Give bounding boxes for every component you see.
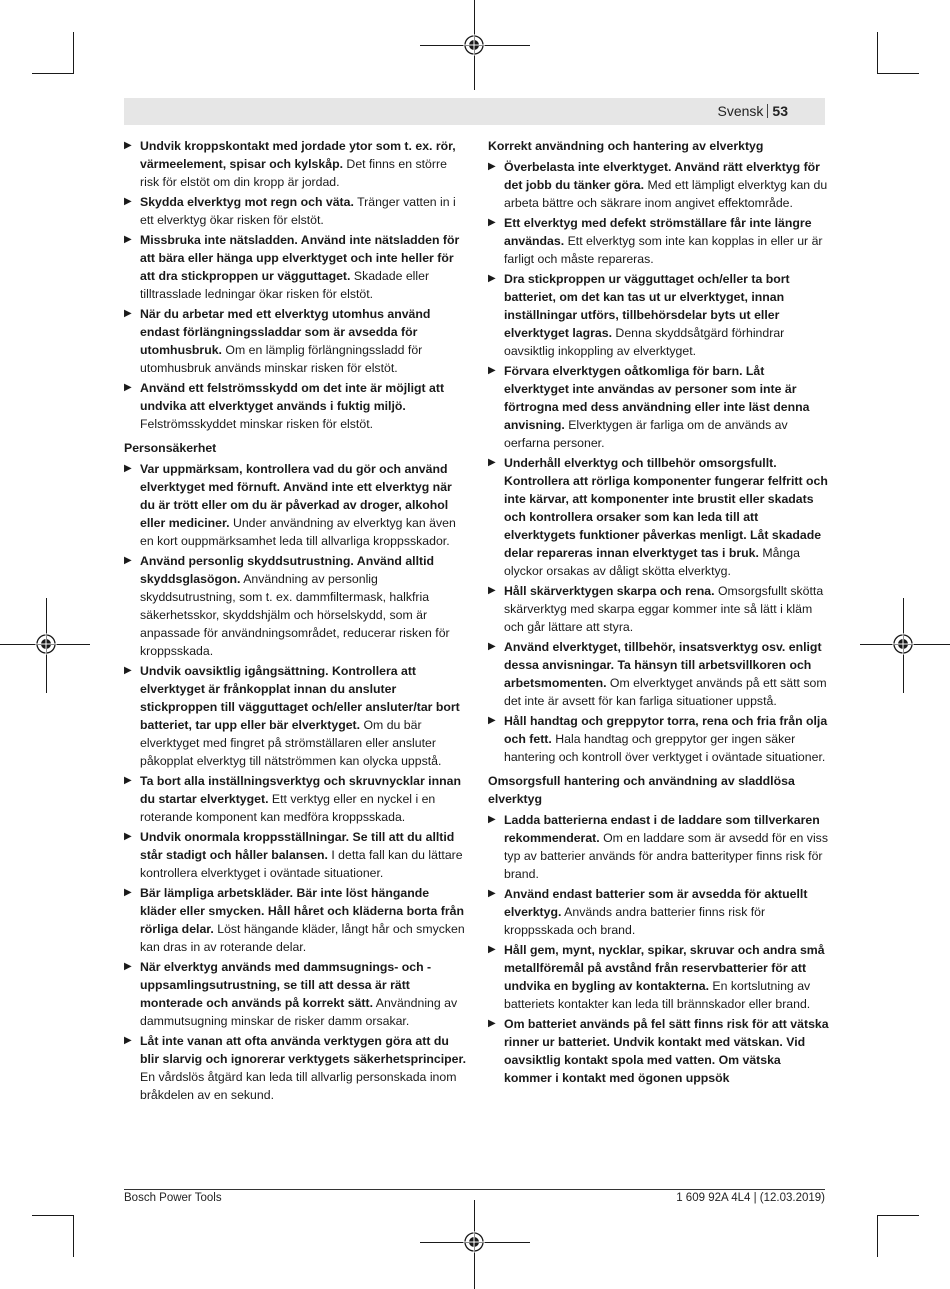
bullet-triangle-icon: ▶ bbox=[488, 457, 496, 468]
section-heading-battery-tools: Omsorgsfull hantering och användning av sladdlösa elverktyg bbox=[488, 774, 795, 806]
crop-mark bbox=[73, 1215, 74, 1257]
list-item bbox=[488, 362, 830, 452]
page-header-label bbox=[718, 103, 789, 119]
item-bold-text: Dra stickproppen ur vägguttaget och/eller ta bort batteriet, om det kan tas ut ur elverktyget, innan inställningar utförs, tillbehörsdelar byts ut eller elverktyget lagras. bbox=[504, 272, 790, 340]
item-text: En kortslutning av batteriets kontakter kan leda till brännskador eller brand. bbox=[504, 979, 811, 1011]
list-item bbox=[124, 1032, 466, 1104]
item-text: En vårdslös åtgärd kan leda till allvarlig personskada inom bråkdelen av en sekund. bbox=[140, 1070, 457, 1102]
bullet-triangle-icon: ▶ bbox=[124, 196, 132, 207]
list-item bbox=[488, 885, 830, 939]
item-text: Användning av personlig skyddsutrustning, som t. ex. dammfiltermask, halkfria säkerhetsskor, skyddshjälm och hörselskydd, som är anpassade för användningsområdet, reducerar risken för kroppsskada. bbox=[140, 572, 450, 658]
bullet-triangle-icon: ▶ bbox=[488, 641, 496, 652]
list-item bbox=[124, 379, 466, 433]
item-bold-text: Undvik onormala kroppsställningar. Se till att du alltid står stadigt och håller balansen. bbox=[140, 830, 455, 862]
crop-mark bbox=[877, 1215, 878, 1257]
bullet-triangle-icon: ▶ bbox=[488, 814, 496, 825]
list-item bbox=[488, 1015, 830, 1087]
item-bold-text: Missbruka inte nätsladden. Använd inte nätsladden för att bära eller hänga upp elverktyget och inte heller för att dra stickproppen ur vägguttaget. bbox=[140, 233, 460, 283]
bullet-triangle-icon: ▶ bbox=[124, 234, 132, 245]
bullet-triangle-icon: ▶ bbox=[124, 555, 132, 566]
page-header bbox=[124, 98, 825, 125]
item-bold-text: Underhåll elverktyg och tillbehör omsorgsfullt. Kontrollera att rörliga komponenter fungerar felfritt och inte kärvar, att komponenter inte brustit eller skadats och kontrollera orsaker som kan leda till att elverktygets funktioner påverkas menligt. Låt skadade delar repareras innan elverktyget tas i bruk. bbox=[504, 456, 828, 560]
list-item bbox=[124, 460, 466, 550]
item-bold-text: Använd personlig skyddsutrustning. Använd alltid skyddsglasögon. bbox=[140, 554, 435, 586]
bullet-triangle-icon: ▶ bbox=[124, 665, 132, 676]
item-bold-text: Ta bort alla inställningsverktyg och skruvnycklar innan du startar elverktyget. bbox=[140, 774, 461, 806]
bullet-triangle-icon: ▶ bbox=[124, 831, 132, 842]
item-bold-text: Håll gem, mynt, nycklar, spikar, skruvar och andra små metallföremål på avstånd från reservbatterier för att undvika en bygling av kontakterna. bbox=[504, 943, 825, 993]
list-item bbox=[488, 941, 830, 1013]
item-text: Om du bär elverktyget med fingret på strömställaren eller ansluter påkopplat elverktyg till nätströmmen kan olycka uppstå. bbox=[140, 718, 442, 768]
battery-tools-list bbox=[488, 811, 830, 1087]
item-bold-text: Låt inte vanan att ofta använda verktygen göra att du blir slarvig och ignorerar verktygets säkerhetsprinciper. bbox=[140, 1034, 467, 1066]
bullet-triangle-icon: ▶ bbox=[124, 1035, 132, 1046]
crop-mark bbox=[32, 1215, 74, 1216]
bullet-triangle-icon: ▶ bbox=[124, 382, 132, 393]
list-item bbox=[124, 193, 466, 229]
list-item bbox=[488, 270, 830, 360]
footer-brand: Bosch Power Tools bbox=[124, 1192, 222, 1204]
list-item bbox=[124, 662, 466, 770]
bullet-triangle-icon: ▶ bbox=[124, 308, 132, 319]
item-text: Under användning av elverktyg kan även en kort ouppmärksamhet leda till allvarliga kroppsskador. bbox=[140, 516, 456, 548]
list-item bbox=[488, 638, 830, 710]
personal-safety-list bbox=[124, 460, 466, 1104]
bullet-triangle-icon: ▶ bbox=[124, 140, 132, 151]
item-bold-text: Ladda batterierna endast i de laddare som tillverkaren rekommenderat. bbox=[504, 813, 820, 845]
item-bold-text: Överbelasta inte elverktyget. Använd rätt elverktyg för det jobb du tänker göra. bbox=[504, 160, 820, 192]
item-text: Löst hängande kläder, långt hår och smycken kan dras in av roterande delar. bbox=[140, 922, 465, 954]
header-page-number: 53 bbox=[772, 103, 788, 119]
crop-mark bbox=[877, 73, 919, 74]
section-heading-tool-usage: Korrekt användning och hantering av elverktyg bbox=[488, 139, 764, 153]
list-item bbox=[488, 582, 830, 636]
list-item bbox=[124, 231, 466, 303]
item-bold-text: Håll skärverktygen skarpa och rena. bbox=[504, 584, 715, 598]
list-item bbox=[124, 305, 466, 377]
bullet-triangle-icon: ▶ bbox=[488, 944, 496, 955]
item-text: Skadade eller tilltrasslade ledningar ökar risken för elstöt. bbox=[140, 269, 430, 301]
electrical-safety-list bbox=[124, 137, 466, 433]
item-bold-text: Ett elverktyg med defekt strömställare får inte längre användas. bbox=[504, 216, 812, 248]
item-text: Ett verktyg eller en nyckel i en roterande komponent kan medföra kroppsskada. bbox=[140, 792, 436, 824]
left-column bbox=[124, 137, 466, 1106]
list-item bbox=[124, 828, 466, 882]
bullet-triangle-icon: ▶ bbox=[488, 161, 496, 172]
item-text: Det finns en större risk för elstöt om din kropp är jordad. bbox=[140, 157, 447, 189]
bullet-triangle-icon: ▶ bbox=[488, 585, 496, 596]
item-bold-text: Förvara elverktygen oåtkomliga för barn. Låt elverktyget inte användas av personer som inte är förtrogna med dess användning eller inte läst denna anvisning. bbox=[504, 364, 810, 432]
list-item bbox=[488, 454, 830, 580]
list-item bbox=[488, 158, 830, 212]
item-bold-text: När du arbetar med ett elverktyg utomhus använd endast förlängningssladdar som är avsedda för utomhusbruk. bbox=[140, 307, 431, 357]
right-column bbox=[488, 137, 830, 1089]
item-text: Tränger vatten in i ett elverktyg ökar risken för elstöt. bbox=[140, 195, 456, 227]
list-item bbox=[124, 958, 466, 1030]
bullet-triangle-icon: ▶ bbox=[124, 463, 132, 474]
item-text: Om elverktyget används på ett sätt som det inte är avsett för kan farliga situationer uppstå. bbox=[504, 676, 827, 708]
header-separator bbox=[767, 104, 768, 118]
bullet-triangle-icon: ▶ bbox=[488, 217, 496, 228]
list-item bbox=[124, 137, 466, 191]
item-text: Om en lämplig förlängningssladd för utomhusbruk används minskar risken för elstöt. bbox=[140, 343, 423, 375]
item-bold-text: Om batteriet används på fel sätt finns risk för att vätska rinner ur batteriet. Undvik kontakt med vätskan. Vid oavsiktlig kontakt spola med vatten. Om vätska kommer i kontakt med ögonen uppsök bbox=[504, 1017, 829, 1085]
item-text: Med ett lämpligt elverktyg kan du arbeta bättre och säkrare inom angivet effektområde. bbox=[504, 178, 828, 210]
registration-mark-icon bbox=[463, 1231, 485, 1253]
bullet-triangle-icon: ▶ bbox=[488, 888, 496, 899]
list-item bbox=[124, 552, 466, 660]
bullet-triangle-icon: ▶ bbox=[124, 775, 132, 786]
list-item bbox=[488, 811, 830, 883]
item-bold-text: Var uppmärksam, kontrollera vad du gör och använd elverktyget med förnuft. Använd inte ett elverktyg när du är trött eller om du är påverkad av droger, alkohol eller mediciner. bbox=[140, 462, 452, 530]
crop-mark bbox=[32, 73, 74, 74]
item-text: Ett elverktyg som inte kan kopplas in eller ur är farligt och måste repareras. bbox=[504, 234, 823, 266]
bullet-triangle-icon: ▶ bbox=[124, 887, 132, 898]
crop-mark bbox=[877, 1215, 919, 1216]
item-bold-text: Använd elverktyget, tillbehör, insatsverktyg osv. enligt dessa anvisningar. Ta hänsyn till arbetsvillkoren och arbetsmomenten. bbox=[504, 640, 822, 690]
list-item bbox=[488, 214, 830, 268]
item-text: Hala handtag och greppytor ger ingen säker hantering och kontroll över verktyget i oväntade situationer. bbox=[504, 732, 826, 764]
item-text: Används andra batterier finns risk för kroppsskada och brand. bbox=[504, 905, 766, 937]
footer-document-id: 1 609 92A 4L4 | (12.03.2019) bbox=[676, 1192, 825, 1204]
item-bold-text: Använd endast batterier som är avsedda för aktuellt elverktyg. bbox=[504, 887, 808, 919]
item-bold-text: Använd ett felströmsskydd om det inte är möjligt att undvika att elverktyget används i fuktig miljö. bbox=[140, 381, 445, 413]
crop-mark bbox=[877, 32, 878, 74]
registration-mark-icon bbox=[35, 633, 57, 655]
footer-rule bbox=[124, 1189, 825, 1190]
item-text: Om en laddare som är avsedd för en viss typ av batterier används för andra batterityper finns risk för brand. bbox=[504, 831, 828, 881]
crop-mark bbox=[73, 32, 74, 74]
item-text: Många olyckor orsakas av dåligt skötta elverktyg. bbox=[504, 546, 800, 578]
item-text: Felströmsskyddet minskar risken för elstöt. bbox=[140, 417, 374, 431]
header-language: Svensk bbox=[717, 103, 764, 119]
bullet-triangle-icon: ▶ bbox=[488, 715, 496, 726]
item-bold-text: Håll handtag och greppytor torra, rena och fria från olja och fett. bbox=[504, 714, 828, 746]
item-bold-text: När elverktyg används med dammsugnings- och -uppsamlingsutrustning, se till att dessa är rätt monterade och används på korrekt sätt. bbox=[140, 960, 432, 1010]
bullet-triangle-icon: ▶ bbox=[488, 1018, 496, 1029]
item-text: Omsorgsfullt skötta skärverktyg med skarpa eggar kommer inte så lätt i kläm och går lättare att styra. bbox=[504, 584, 824, 634]
bullet-triangle-icon: ▶ bbox=[488, 273, 496, 284]
section-heading-personal-safety: Personsäkerhet bbox=[124, 441, 217, 455]
list-item bbox=[488, 712, 830, 766]
item-text: Denna skyddsåtgärd förhindrar oavsiktlig inkoppling av elverktyget. bbox=[504, 326, 785, 358]
bullet-triangle-icon: ▶ bbox=[488, 365, 496, 376]
tool-usage-list bbox=[488, 158, 830, 766]
list-item bbox=[124, 884, 466, 956]
registration-mark-icon bbox=[892, 633, 914, 655]
list-item bbox=[124, 772, 466, 826]
item-text: Elverktygen är farliga om de används av oerfarna personer. bbox=[504, 418, 788, 450]
registration-mark-icon bbox=[463, 34, 485, 56]
item-bold-text: Skydda elverktyg mot regn och väta. bbox=[140, 195, 354, 209]
item-text: Användning av dammutsugning minskar de risker damm orsakar. bbox=[140, 996, 458, 1028]
bullet-triangle-icon: ▶ bbox=[124, 961, 132, 972]
item-bold-text: Undvik kroppskontakt med jordade ytor som t. ex. rör, värmeelement, spisar och kylskåp. bbox=[140, 139, 456, 171]
item-bold-text: Undvik oavsiktlig igångsättning. Kontrollera att elverktyget är frånkopplat innan du ansluter stickproppen till vägguttaget och/eller ansluter/tar bort batteriet, tar upp eller bär elverktyget. bbox=[140, 664, 460, 732]
item-bold-text: Bär lämpliga arbetskläder. Bär inte löst hängande kläder eller smycken. Håll håret och kläderna borta från rörliga delar. bbox=[140, 886, 464, 936]
item-text: I detta fall kan du lättare kontrollera elverktyget i oväntade situationer. bbox=[140, 848, 463, 880]
